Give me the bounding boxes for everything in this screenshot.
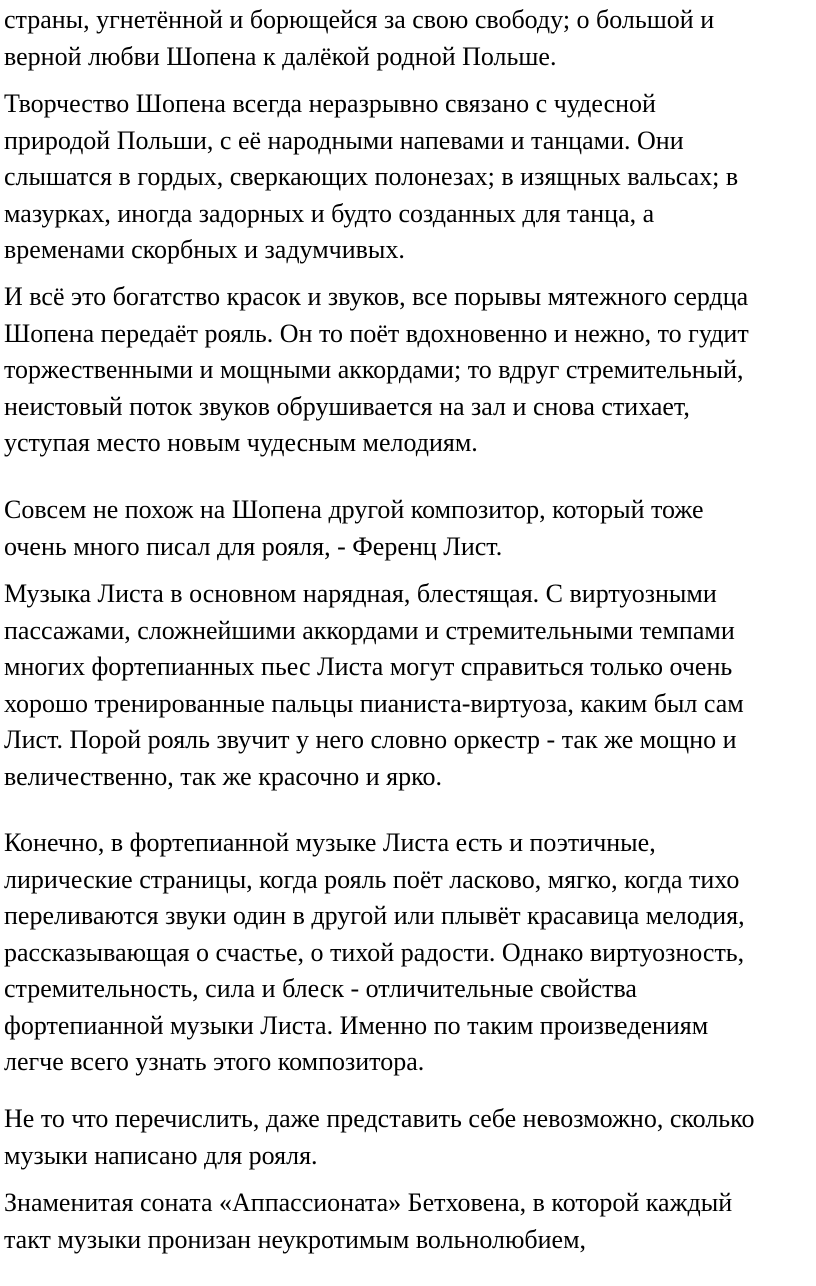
text-line: Знаменитая соната «Аппассионата» Бетховена, в которой каждый (4, 1188, 733, 1217)
text-line: лирические страницы, когда рояль поёт ласково, мягко, когда тихо (4, 864, 740, 894)
text-line: хорошо тренированные пальцы пианиста-виртуоза, каким был сам (4, 688, 744, 718)
text-line: рассказывающая о счастье, о тихой радости. Однако виртуозность, (4, 937, 745, 967)
text-line: Лист. Порой рояль звучит у него словно оркестр - так же мощно и (4, 725, 737, 754)
text-line: уступая место новым чудесным мелодиям. (4, 428, 478, 457)
text-line: фортепианной музыки Листа. Именно по таким произведениям (4, 1010, 709, 1040)
text-line: Не то что перечислить, даже представить себе невозможно, сколько (4, 1104, 755, 1133)
text-line: слышатся в гордых, сверкающих полонезах; в изящных вальсах; в (4, 162, 739, 191)
text-line: страны, угнетённой и борющейся за свою свободу; о большой и (4, 5, 715, 34)
text-line: Конечно, в фортепианной музыке Листа есть и поэтичные, (4, 828, 656, 857)
text-line: музыки написано для рояля. (4, 1140, 318, 1170)
paragraph-5 (4, 576, 744, 795)
text-line: величественно, так же красочно и ярко. (4, 761, 442, 791)
text-line: временами скорбных и задумчивых. (4, 235, 405, 264)
text-line: Творчество Шопена всегда неразрывно связано с чудесной (4, 89, 656, 118)
text-line: природой Польши, с её народными напевами и танцами. Они (4, 125, 684, 155)
text-line: легче всего узнать этого композитора. (4, 1047, 425, 1076)
paragraph-3 (4, 279, 749, 462)
text-line: такт музыки пронизан неукротимым вольнолюбием, (4, 1224, 587, 1254)
text-line: многих фортепианных пьес Листа могут справиться только очень (4, 652, 733, 681)
text-line: пассажами, сложнейшими аккордами и стремительными темпами (4, 615, 735, 645)
paragraph-8 (4, 1185, 732, 1258)
text-line: Совсем не похож на Шопена другой композитор, который тоже (4, 495, 704, 524)
text-line: Шопена передаёт рояль. Он то поёт вдохновенно и нежно, то гудит (4, 318, 749, 348)
text-line: верной любви Шопена к далёкой родной Польше. (4, 41, 557, 71)
text-line: И всё это богатство красок и звуков, все порывы мятежного сердца (4, 282, 749, 311)
text-line: переливаются звуки один в другой или плывёт красавица мелодия, (4, 901, 745, 930)
text-line: очень много писал для рояля, - Ференц Лист. (4, 531, 503, 561)
paragraph-6 (4, 825, 745, 1081)
text-line: мазурках, иногда задорных и будто созданных для танца, а (4, 198, 655, 228)
text-line: Музыка Листа в основном нарядная, блестящая. С виртуозными (4, 579, 717, 608)
paragraph-2 (4, 86, 738, 269)
text-line: неистовый поток звуков обрушивается на зал и снова стихает, (4, 391, 690, 421)
paragraph-7 (4, 1101, 754, 1174)
text-line: стремительность, сила и блеск - отличительные свойства (4, 974, 637, 1003)
text-line: торжественными и мощными аккордами; то вдруг стремительный, (4, 355, 744, 384)
paragraph-1 (4, 2, 714, 75)
paragraph-4 (4, 492, 704, 565)
